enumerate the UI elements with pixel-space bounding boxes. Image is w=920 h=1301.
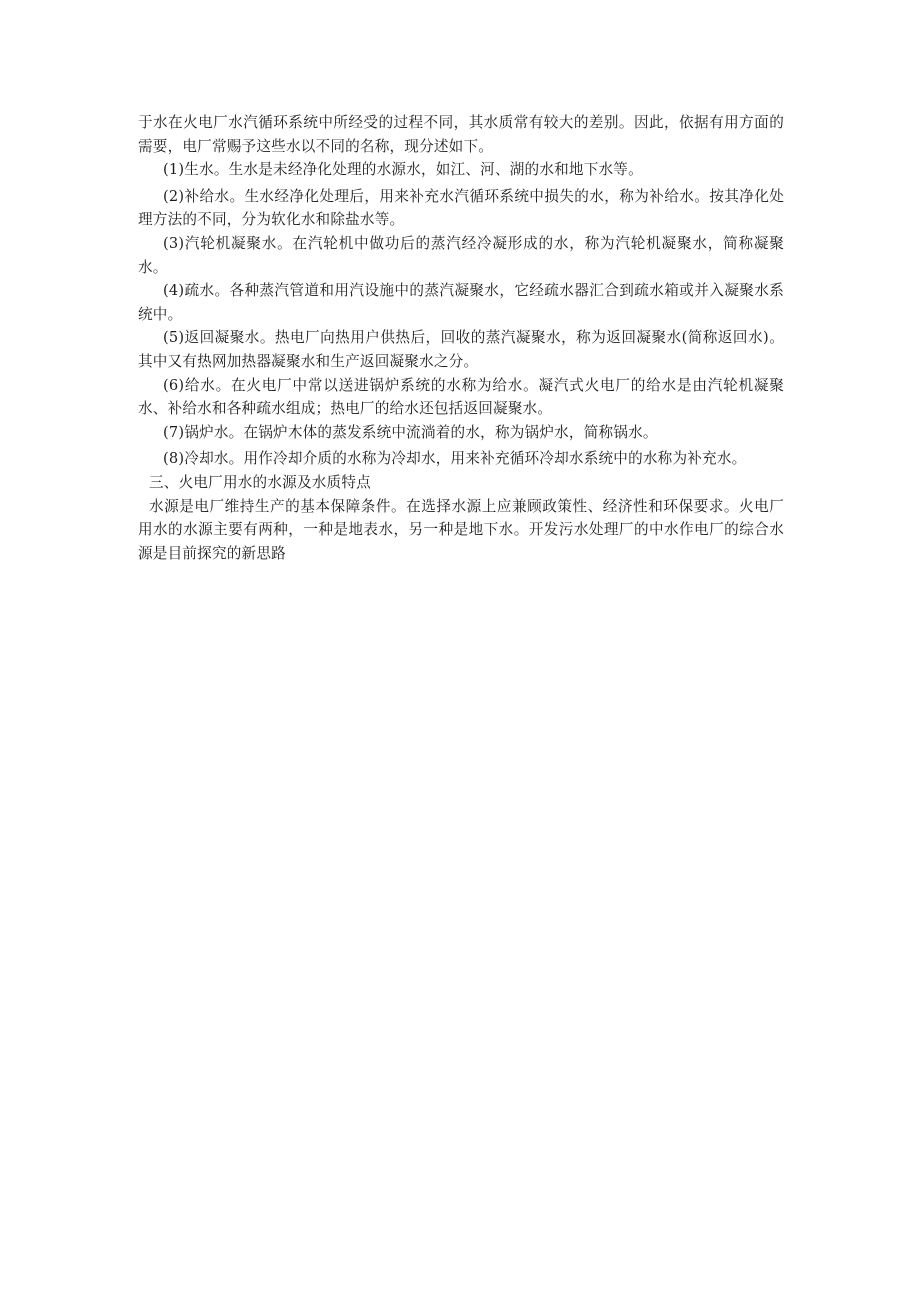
document-page bbox=[138, 111, 784, 565]
section-body-paragraph: 水源是电厂维持生产的基本保障条件。在选择水源上应兼顾政策性、经济性和环保要求。火电厂用水的水源主要有两种，一种是地表水，另一种是地下水。开发污水处理厂的中水作电厂的综合水源是目前探究的新思路 bbox=[138, 497, 784, 562]
item-makeup-water: (2)补给水。生水经净化处理后，用来补充水汽循环系统中损失的水，称为补给水。按其净化处理方法的不同，分为软化水和除盐水等。 bbox=[138, 187, 784, 229]
item-turbine-condensate: (3)汽轮机凝聚水。在汽轮机中做功后的蒸汽经冷凝形成的水，称为汽轮机凝聚水，简称凝聚水。 bbox=[138, 234, 784, 276]
item-raw-water: (1)生水。生水是未经净化处理的水源水，如江、河、湖的水和地下水等。 bbox=[163, 161, 643, 179]
item-boiler-water: (7)锅炉水。在锅炉木体的蒸发系统中流淌着的水，称为锅炉水，简称锅水。 bbox=[163, 423, 658, 441]
item-drain-water: (4)疏水。各种蒸汽管道和用汽设施中的蒸汽凝聚水，它经疏水器汇合到疏水箱或并入凝聚水系统中。 bbox=[138, 282, 784, 323]
item-cooling-water: (8)冷却水。用作冷却介质的水称为冷却水，用来补充循环冷却水系统中的水称为补充水。 bbox=[163, 450, 747, 468]
item-feed-water: (6)给水。在火电厂中常以送进锅炉系统的水称为给水。凝汽式火电厂的给水是由汽轮机凝聚水、补给水和各种疏水组成；热电厂的给水还包括返回凝聚水。 bbox=[138, 376, 784, 418]
intro-paragraph: 于水在火电厂水汽循环系统中所经受的过程不同，其水质常有较大的差别。因此，依据有用方面的需要，电厂常赐予这些水以不同的名称，现分述如下。 bbox=[138, 114, 784, 155]
section-heading: 三、火电厂用水的水源及水质特点 bbox=[149, 473, 371, 491]
item-return-condensate: (5)返回凝聚水。热电厂向热用户供热后，回收的蒸汽凝聚水，称为返回凝聚水(简称返回水)。其中又有热网加热器凝聚水和生产返回凝聚水之分。 bbox=[138, 329, 784, 370]
